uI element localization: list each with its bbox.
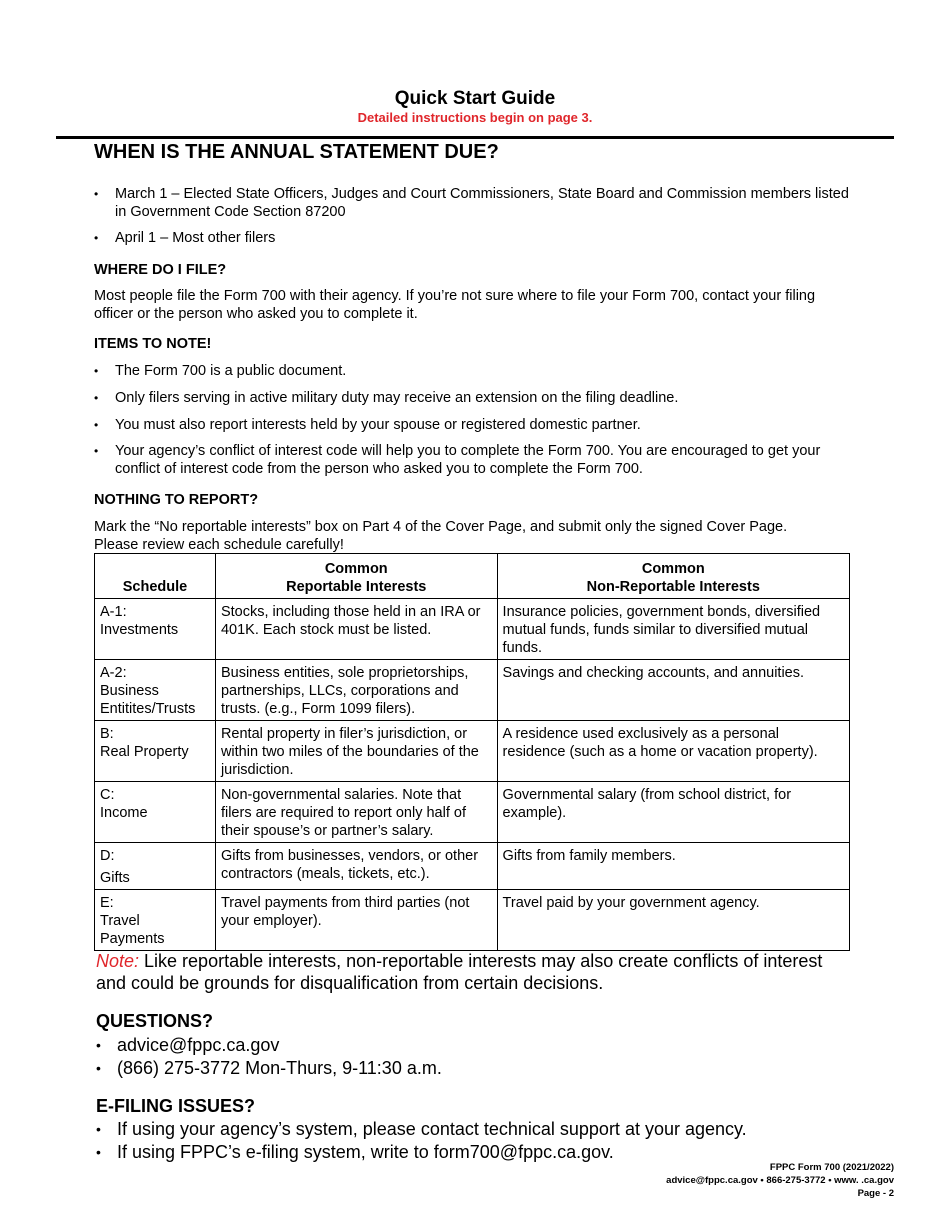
page-title: Quick Start Guide [394,88,556,109]
non-reportable-cell: A residence used exclusively as a personal residence (such as a home or vacation property). [497,721,849,782]
schedule-line: Income [100,805,148,821]
schedule-line: C: [100,787,115,803]
schedule-line: Entitites/Trusts [100,701,196,717]
reportable-cell: Business entities, sole proprietorships, partnerships, LLCs, corporations and trusts. (e.g., Form 1099 filers). [215,660,497,721]
header-divider [56,136,894,139]
schedule-line: Travel [100,913,140,929]
schedule-line: E: [100,895,114,911]
items-bullet: • Your agency’s conflict of interest code will help you to complete the Form 700. You are encouraged to get your conflict of interest code from the person who asked you to complete the Form 700. [94,442,854,478]
items-bullet: • The Form 700 is a public document. [94,362,854,380]
header-line: Schedule [122,579,188,595]
schedule-line: Business [100,683,159,699]
non-reportable-cell: Insurance policies, government bonds, diversified mutual funds, funds similar to diversified mutual funds. [497,599,849,660]
section-heading-where: WHERE DO I FILE? [94,262,227,278]
nothing-text: Mark the “No reportable interests” box on Part 4 of the Cover Page, and submit only the signed Cover Page. [94,519,788,535]
schedule-cell [95,660,216,721]
where-text: Most people file the Form 700 with their agency. If you’re not sure where to file your Form 700, contact your filing officer or the person who asked you to complete it. [94,288,816,322]
efiling-bullet: • If using your agency’s system, please contact technical support at your agency. [96,1118,896,1140]
header-line: Non-Reportable Interests [586,579,760,595]
questions-phone: • (866) 275-3772 Mon-Thurs, 9-11:30 a.m. [96,1057,896,1079]
schedule-line: Payments [100,931,165,947]
page-subtitle: Detailed instructions begin on page 3. [357,110,593,125]
schedule-cell [95,843,216,890]
schedule-line: D: [100,848,115,864]
header-non-reportable [497,554,849,599]
schedule-line: A-2: [100,665,127,681]
non-reportable-cell: Gifts from family members. [497,843,849,890]
due-date-item: • April 1 – Most other filers [94,229,854,247]
note-label: Note: [96,951,140,971]
footer-contact: advice@fppc.ca.gov • 866-275-3772 • www. .ca.gov [666,1175,894,1186]
table-row [95,782,850,843]
efiling-bullet: • If using FPPC’s e-filing system, write to form700@fppc.ca.gov. [96,1141,896,1163]
table-row [95,599,850,660]
schedule-line: A-1: [100,604,127,620]
reportable-cell: Rental property in filer’s jurisdiction, or within two miles of the boundaries of the jurisdiction. [215,721,497,782]
schedule-cell [95,890,216,951]
schedule-line: B: [100,726,114,742]
table-row [95,660,850,721]
footer-form-id: FPPC Form 700 (2021/2022) [769,1162,894,1173]
header-schedule [95,554,216,599]
due-date-item: • March 1 – Elected State Officers, Judges and Court Commissioners, State Board and Commission members listed in Government Code Section 87200 [94,185,854,221]
non-reportable-cell: Governmental salary (from school district, for example). [497,782,849,843]
schedule-line: Investments [100,622,179,638]
section-heading-questions: QUESTIONS? [96,1011,214,1031]
header-line: Common [641,561,705,577]
schedule-table [94,553,850,951]
questions-email-link[interactable]: • advice@fppc.ca.gov [96,1034,896,1056]
non-reportable-cell: Savings and checking accounts, and annuities. [497,660,849,721]
table-header-row [95,554,850,599]
reportable-cell: Travel payments from third parties (not your employer). [215,890,497,951]
section-heading-due: WHEN IS THE ANNUAL STATEMENT DUE? [94,141,499,163]
schedule-line: Gifts [100,870,130,886]
header-line: Common [324,561,388,577]
review-text: Please review each schedule carefully! [94,537,344,553]
schedule-cell [95,782,216,843]
table-row [95,721,850,782]
header-reportable [215,554,497,599]
table-row [95,890,850,951]
schedule-cell [95,721,216,782]
non-reportable-cell: Travel paid by your government agency. [497,890,849,951]
reportable-cell: Non-governmental salaries. Note that filers are required to report only half of their spouse’s or partner’s salary. [215,782,497,843]
note-text: Like reportable interests, non-reportable interests may also create conflicts of interest and could be grounds for disqualification from certain decisions. [96,951,823,993]
items-bullet: • You must also report interests held by your spouse or registered domestic partner. [94,416,854,434]
reportable-cell: Stocks, including those held in an IRA or 401K. Each stock must be listed. [215,599,497,660]
schedule-cell [95,599,216,660]
reportable-cell: Gifts from businesses, vendors, or other contractors (meals, tickets, etc.). [215,843,497,890]
footer-page-number: Page - 2 [857,1188,894,1199]
items-bullet: • Only filers serving in active military duty may receive an extension on the filing deadline. [94,389,854,407]
section-heading-items: ITEMS TO NOTE! [94,336,212,352]
header-line: Reportable Interests [286,579,427,595]
note-paragraph [96,950,856,994]
section-heading-nothing: NOTHING TO REPORT? [94,492,259,508]
section-heading-efiling: E-FILING ISSUES? [96,1096,256,1116]
table-row [95,843,850,890]
schedule-line: Real Property [100,744,189,760]
